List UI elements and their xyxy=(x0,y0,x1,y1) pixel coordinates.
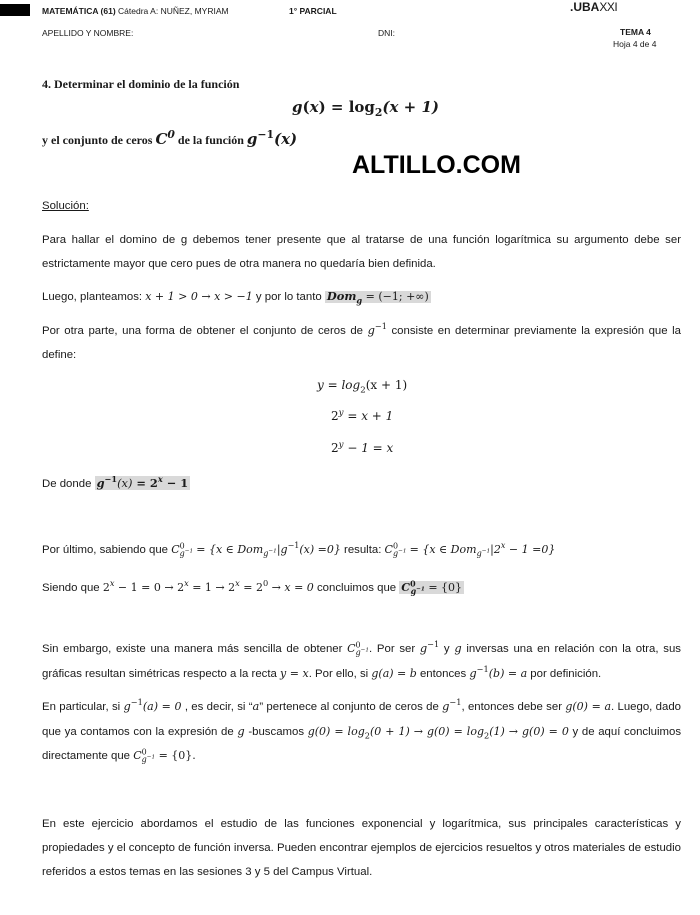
paragraph-7: Sin embargo, existe una manera más sencilla de obtener $C^0_{g^{-1}}$. Por ser $g^{-1}$ y g inversas una en relación con la otra, sus gráficas resultan simétricas respecto a la recta y = x. Por ello, si g(a) = b entonces $g^{-1}(b) = a$ por definición. xyxy=(42,639,681,680)
hoja-label: Hoja 4 de 4 xyxy=(613,39,657,49)
zeros-result-value: = {0} xyxy=(424,581,463,594)
p8-n: = {0}. xyxy=(155,749,196,762)
c-letter: C xyxy=(155,130,168,148)
header-course-line xyxy=(42,6,229,16)
paragraph-9 xyxy=(42,812,681,884)
p3-sup: −1 xyxy=(374,321,387,332)
p7-e: y = x xyxy=(280,667,309,680)
p2-pre: Luego, planteamos: xyxy=(42,291,146,303)
p6-math: 2 xyxy=(102,581,110,594)
p6-mid: concluimos que xyxy=(313,582,400,594)
p6-rest: − 1 = 0 → 2 xyxy=(114,581,185,594)
p4-g: g xyxy=(96,476,105,490)
eq1-tail: (x + 1) xyxy=(365,378,408,392)
p6-rest3: = 2 xyxy=(239,581,263,594)
p5-pre: Por último, sabiendo que xyxy=(42,544,172,556)
p4-tail: − 1 xyxy=(162,476,189,490)
paragraph-2 xyxy=(42,284,431,309)
equation-1 xyxy=(317,378,408,396)
ginv-result xyxy=(95,476,191,490)
line2-pre: y el conjunto de ceros xyxy=(42,133,156,147)
p4-x: (x) xyxy=(117,476,133,490)
paragraph-5 xyxy=(42,538,555,562)
course-name: MATEMÁTICA (61) xyxy=(42,6,116,16)
p6-rest2: = 1 → 2 xyxy=(188,581,236,594)
paragraph-4 xyxy=(42,471,190,496)
p8-f: , entonces debe ser xyxy=(461,701,566,713)
uba-logo-suffix: XXI xyxy=(599,0,618,14)
p4-eq: = 2 xyxy=(132,476,158,490)
p9-text: En este ejercicio abordamos el estudio de las funciones exponencial y logarítmica, sus principales características y propiedades y el concepto de función inversa. Pueden encontrar ejemplos de ejercicios resueltos y otros materiales de estudio referidos a estos temas en las sesiones 3 y 5 del Campus Virtual. xyxy=(42,818,681,878)
p8-i: -buscamos xyxy=(244,726,308,738)
function-definition: $g(x) = \log_2(x + 1)$ xyxy=(292,98,439,119)
eq3-base: 2 xyxy=(331,441,339,455)
p8-d: a xyxy=(252,699,260,713)
p7-j: por definición. xyxy=(527,668,602,680)
p1-text: Para hallar el domino de g debemos tener presente que al tratarse de una función logarítmica su argumento debe ser estrictamente mayor que cero pues de otra manera no quedaría bien definida. xyxy=(42,234,681,270)
p5-set1-sub: g−1 xyxy=(263,548,277,559)
p8-j: g(0) = log xyxy=(307,725,365,738)
p3-b: consiste en determinar previamente la expresión que la define: xyxy=(42,325,681,361)
p8-b: (a) = 0 xyxy=(142,700,182,713)
paragraph-1 xyxy=(42,228,681,276)
p8-h: . Luego, dado que ya contamos con la expresión de xyxy=(42,701,681,738)
eq2-rest: = x + 1 xyxy=(343,409,394,423)
c0-ginv-1: $C^0_{g^{-1}}$ xyxy=(171,541,194,559)
ginv-sup: −1 xyxy=(257,128,274,141)
dom-sub: g xyxy=(356,295,363,306)
p8-k: (0 + 1) → g(0) = log xyxy=(369,725,484,738)
name-label: APELLIDO Y NOMBRE: xyxy=(42,28,134,38)
dom-label: Dom xyxy=(326,289,357,303)
p6-rest4: → x = 0 xyxy=(268,581,314,594)
p8-g: g(0) = a xyxy=(565,700,612,713)
c-symbol xyxy=(155,130,174,148)
problem-line2 xyxy=(42,130,297,149)
p5-set1c: (x) =0} xyxy=(299,543,341,556)
equation-2 xyxy=(331,409,393,423)
uba-logo-text: .UBA xyxy=(570,0,600,14)
p7-c: y xyxy=(439,643,455,655)
eq1-main: y = log xyxy=(317,378,361,392)
solution-heading: Solución: xyxy=(42,200,89,212)
tema-label: TEMA 4 xyxy=(620,27,651,37)
p5-set2-sub: g−1 xyxy=(476,548,491,559)
watermark: ALTILLO.COM xyxy=(352,151,521,179)
p5-set1: = {x ∈ Dom xyxy=(196,543,264,556)
dom-value: = (−1; +∞) xyxy=(362,290,429,303)
eq3-sup: y xyxy=(338,440,344,450)
eq2-sup: y xyxy=(338,408,344,418)
p7-a: Sin embargo, existe una manera más sencilla de obtener xyxy=(42,643,348,655)
p7-d: inversas una en relación con la otra, sus gráficas resultan simétricas respecto a la recta xyxy=(42,643,681,680)
p7-g: g(a) = b xyxy=(371,667,417,680)
equation-3 xyxy=(331,441,393,455)
uba-logo xyxy=(570,0,617,14)
eq1-sub: 2 xyxy=(360,385,366,396)
ginv-letter: g xyxy=(246,130,258,148)
eq2-base: 2 xyxy=(331,409,339,423)
ginv-arg: (x) xyxy=(273,130,298,148)
p7-b: . Por ser xyxy=(369,643,420,655)
p8-a: En particular, si xyxy=(42,701,124,713)
p5-set2-sup: x xyxy=(500,541,506,551)
domain-result xyxy=(325,289,431,306)
func-log: log xyxy=(348,98,375,116)
paragraph-8: En particular, si $g^{-1}(a) = 0$ , es decir, si “a” pertenece al conjunto de ceros de $g^{-1}$, entonces debe ser g(0) = a. Luego, dado que ya contamos con la expresión de g -buscamos $g(0) = \log_2(0 + 1) \to g(0) = \log_2(1) \to g(0) = 0$ y de aquí concluimos directamente que $C^0_{g^{-1}} = \{0\}$. xyxy=(42,697,682,765)
p5-set1-sup: −1 xyxy=(287,541,300,551)
line2-mid: de la función xyxy=(174,133,247,147)
p7-f: . Por ello, si xyxy=(308,668,372,680)
p8-l: (1) → g(0) = 0 xyxy=(489,725,569,738)
dni-label: DNI: xyxy=(378,28,395,38)
p2-math: x + 1 > 0 → x > −1 xyxy=(145,290,253,303)
ginv-symbol xyxy=(247,130,297,148)
p4-xsup: x xyxy=(157,474,163,485)
catedra: Cátedra A: NUÑEZ, MYRIAM xyxy=(118,6,229,16)
p2-mid: y por lo tanto xyxy=(252,291,325,303)
p3-a: Por otra parte, una forma de obtener el conjunto de ceros de xyxy=(42,325,368,337)
func-arg: x xyxy=(309,98,319,116)
func-name: g xyxy=(292,98,303,116)
c-sup: 0 xyxy=(167,128,175,141)
paragraph-3 xyxy=(42,318,681,367)
p7-i: (b) = a xyxy=(488,667,528,680)
func-log-arg: (x + 1) xyxy=(382,98,439,116)
p5-set2: = {x ∈ Dom xyxy=(409,543,477,556)
p7-h: entonces xyxy=(416,668,470,680)
p6-pre: Siendo que xyxy=(42,582,103,594)
p5-set2b: |2 xyxy=(490,543,501,556)
eq3-rest: − 1 = x xyxy=(343,441,394,455)
p8-m: y de aquí concluimos directamente que xyxy=(42,726,682,762)
p4-pre: De donde xyxy=(42,478,95,490)
zeros-result: $C^0_{g^{-1}} = \{0\}$ xyxy=(401,579,463,597)
p5-set2c: − 1 =0} xyxy=(505,543,556,556)
p8-c: , es decir, si “ xyxy=(181,701,253,713)
p8-e: ” pertenece al conjunto de ceros de xyxy=(259,701,443,713)
header-black-tab xyxy=(0,4,30,16)
exam-label: 1° PARCIAL xyxy=(289,6,337,16)
paragraph-6: Siendo que $2^x - 1 = 0 \to 2^x = 1 \to 2^x = 2^0 \to x = 0$ concluimos que $C^0_{g^{-1}} = \{0\}$ xyxy=(42,578,463,597)
p5-set1b: |g xyxy=(276,543,288,556)
p4-sup: −1 xyxy=(104,474,118,485)
c0-ginv-2: $C^0_{g^{-1}}$ xyxy=(384,541,407,559)
func-log-base: 2 xyxy=(374,106,383,119)
problem-title: 4. Determinar el dominio de la función xyxy=(42,77,240,91)
p3-g: g xyxy=(367,323,375,337)
p5-mid: resulta: xyxy=(340,544,385,556)
